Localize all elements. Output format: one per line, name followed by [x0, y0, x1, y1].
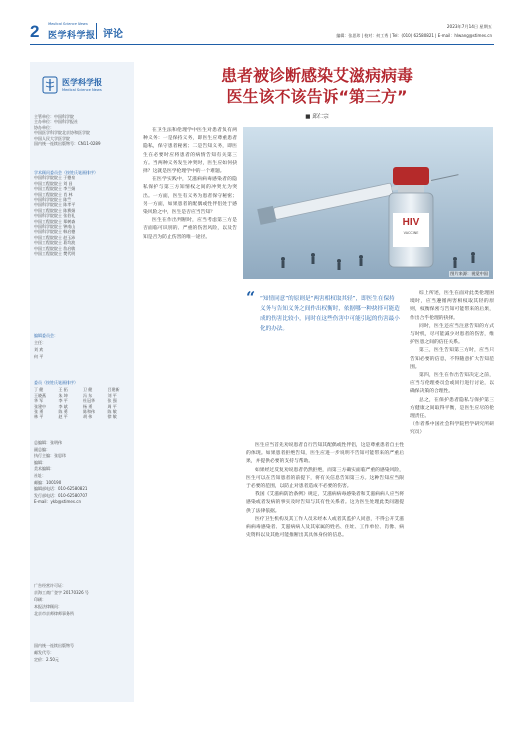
staff-line: 美术编辑：: [34, 466, 54, 472]
sponsor-line: 中国人民大学医学院: [34, 135, 70, 141]
members-grid: [34, 387, 132, 419]
editorial-committee: [34, 332, 132, 360]
member-name: 杜冠华: [83, 398, 95, 404]
paragraph: 在医学实践中，艾滋病病毒感染者的隐私保护与第三方知情权之间的冲突尤为突出。一方面，医生有义务为患者保守秘密；另一方面，如果患者的配偶或性伴侣处于感染风险之中，医生是否应当告知？: [143, 177, 237, 216]
editorial-title: 编辑委员会：: [34, 333, 58, 338]
member-name: 陈 敏: [107, 409, 117, 415]
paragraph: 总之，在保护患者隐私与保护第三方健康之间取得平衡，是医生应尽的伦理责任。: [410, 397, 494, 420]
masthead-rule: [30, 44, 494, 45]
board-member: 中国科学院院士 钟南山: [34, 224, 76, 230]
board-member: 中国工程院院士 詹启敏: [34, 245, 76, 251]
paragraph: 医疗卫生机构及其工作人员未经本人或者其监护人同意，不得公开艾滋病病毒感染者、艾滋病病人及其家属的姓名、住址、工作单位、肖像、病史资料以及其他可能推断出其具体身份的信息。: [246, 516, 404, 539]
editor-info: 编辑：张思玮 | 校对：何工秀 | Tel：(010) 62580821 | E-mail：hlwang@stimes.cn: [336, 33, 492, 38]
quote-mark-icon: “: [246, 288, 256, 307]
member-name: 李 平: [58, 398, 68, 404]
sponsor-line: 中国医学科学院北京协和医学院: [34, 130, 90, 136]
sponsor-line: 国内统一连续出版物号：CN11-0289: [34, 141, 101, 147]
board-member: 中国工程院院士 肖 林: [34, 191, 73, 197]
member-name: 林 平: [34, 414, 44, 420]
advisory-board: [34, 170, 132, 257]
masthead-logo-zh: 医学科学报: [48, 31, 96, 41]
sidebar-logo-zh: 医学科学报: [62, 78, 102, 87]
board-member: 中国工程院院士 葛均波: [34, 240, 76, 246]
staff-block: [34, 440, 132, 506]
staff-line: 发行部电话：010-62580707: [34, 492, 88, 498]
editorial-line: 主任：: [34, 340, 46, 345]
misc-block: [34, 642, 132, 663]
misc-line: 定价：2.50元: [34, 657, 59, 662]
member-name: 冯 东: [83, 392, 93, 398]
sidebar-logo-en: Medical Science News: [62, 88, 102, 92]
staff-line: E-mail：ykb@stimes.cn: [34, 499, 81, 505]
headline: [140, 66, 494, 120]
sponsor-block: [34, 114, 132, 146]
print-line: 京海工商广登字 20170326 号: [34, 590, 89, 595]
member-name: 胡 伟: [83, 414, 93, 420]
member-name: 李 斌: [58, 403, 68, 409]
section-label: 评论: [103, 29, 123, 40]
vial-sublabel: VACCINE: [403, 231, 419, 235]
sponsor-line: 协办单位：: [34, 124, 54, 130]
issue-info: 2023年7月14日 星期五: [446, 24, 492, 29]
member-name: 周 平: [107, 403, 117, 409]
paragraph: 综上所述，医生在面对此类伦理困境时，应当遵循两害相权取其轻的原则，权衡保密与告知可能带来的后果，作出合乎伦理的抉择。: [410, 291, 494, 321]
member-name: 丁 健: [34, 387, 44, 393]
sidebar: [30, 62, 134, 702]
sponsor-line: 主办单位：中国科学报社: [34, 119, 78, 125]
misc-line: 国内统一连续出版物号: [34, 643, 74, 648]
print-line: 本报法律顾问：: [34, 604, 62, 609]
pull-quote: [246, 290, 404, 438]
pull-quote-text: “知情同意”的原则是“两害相权取其轻”，即医生在保持义务与告知义务之间作出权衡时，依据哪一种抉择可能造成的伤害比较小，同时在这些伤害中可能引起的伤害最小化的办法。: [260, 296, 400, 332]
member-name: 刘 平: [107, 392, 117, 398]
article-column-3: [410, 290, 494, 707]
member-name: 朱 坤: [58, 392, 68, 398]
board-title: 学术顾问委员会（按姓氏笔画排序）: [34, 170, 98, 175]
paragraph: 第四，医生在作出告知决定之前，应当与伦理委员会或同行进行讨论，以确保决策的合理性。: [410, 373, 494, 395]
member-name: 陈和伟: [83, 409, 95, 415]
masthead-divider: [96, 23, 97, 39]
headline-line-1: 患者被诊断感染艾滋病病毒: [220, 66, 413, 85]
member-name: 张 勇: [34, 409, 44, 415]
paragraph: 如果经过反复劝说患者仍然拒绝，而第三方确实面临严重的感染风险，医生可以在告知患者的前提下，将有关信息告知第三方。这种告知应当限于必要的范围，以防止对患者造成不必要的伤害。: [246, 467, 404, 490]
headline-line-2: 医生该不该告诉“第三方”: [226, 87, 408, 106]
print-block: [34, 582, 132, 617]
member-name: 陈 勇: [58, 409, 68, 415]
print-line: 北京市京师律师事务所: [34, 611, 74, 616]
vial-label: HIV: [402, 217, 420, 228]
member-name: 华 军: [34, 398, 44, 404]
staff-line: 编辑部电话：010-62580821: [34, 486, 88, 492]
editorial-line: 何 平: [34, 354, 44, 359]
staff-line: 社址：: [34, 472, 46, 478]
member-name: 赵 平: [58, 414, 68, 420]
misc-line: 邮发代号：: [34, 650, 54, 655]
board-member: 中国科学院院士 韩启德: [34, 229, 76, 235]
article-photo: [243, 127, 493, 279]
paragraph: 医生应当首先劝说患者自行告知其配偶或性伴侣，这是尊重患者自主性的体现。如果患者拒绝告知，医生应进一步说明不告知可能带来的严重后果，并提供必要的支持与帮助。: [246, 443, 404, 465]
board-member: 中国科学院院士 张伯礼: [34, 213, 76, 219]
member-name: 徐 敏: [107, 414, 117, 420]
board-member: 中国科学院院士 陈竺: [34, 197, 72, 203]
member-name: 王 拓: [58, 387, 68, 393]
member-name: 王晓燕: [34, 392, 46, 398]
members-title: 委员（按姓氏笔画排序）: [34, 380, 78, 385]
paragraph: 我国《艾滋病防治条例》规定，艾滋病病毒感染者和艾滋病病人应当将感染或者发病的事实及时告知与其有性关系者。这为医生处理此类问题提供了法律依据。: [246, 492, 404, 514]
byline: ■ 邱仁宗: [305, 114, 329, 120]
article-column-1: [143, 127, 237, 707]
sponsor-line: 主管单位：中国科学院: [34, 114, 74, 119]
paragraph: 在卫生法和伦理学中医生对患者负有两种义务：一是保持义务，即医生应尊重患者隐私，保守患者秘密；二是告知义务，即医生在必要时应将患者的病情告知有关第三方。当两种义务发生冲突时，医生应如何抉择？这就是医学伦理学中的一个难题。: [143, 128, 237, 175]
board-member: 中国科学院院士 于德泉: [34, 175, 76, 181]
staff-line: 编辑：: [34, 459, 46, 465]
board-member: 中国工程院院士 赵玉沛: [34, 234, 76, 240]
member-name: 张建中: [34, 403, 46, 409]
staff-line: 执行主编：张思玮: [34, 453, 66, 459]
author-note: （作者系中国社会科学院哲学研究所研究员）: [410, 422, 494, 436]
board-member: 中国科学院院士 陈孝平: [34, 202, 76, 208]
members-section: [34, 380, 132, 420]
editorial-line: 刘 欢: [34, 347, 44, 352]
image-caption: 图片来源：视觉中国: [450, 271, 488, 276]
paragraph: 医生在作出判断时，应当考虑第三方是否面临可识别的、严重的伤害风险，以及告知是否为防止伤害的唯一途径。: [143, 218, 237, 240]
staff-line: 总编辑：张明伟: [34, 440, 62, 445]
board-member: 中国工程院院士 李兰娟: [34, 186, 76, 192]
board-member: 中国工程院院士 郑树森: [34, 218, 76, 224]
sidebar-logo: [42, 76, 126, 98]
member-name: 吕建新: [107, 387, 120, 393]
staff-line: 副总编：: [34, 446, 50, 452]
caduceus-icon: [42, 76, 58, 94]
print-line: 广告经营许可证：: [34, 583, 66, 588]
masthead-logo-en: Medical Science News: [48, 22, 88, 26]
member-name: 杨 勇: [83, 403, 93, 409]
page-number: 2: [30, 22, 40, 41]
print-line: 印刷：: [34, 597, 46, 602]
member-name: 卫 健: [83, 387, 93, 393]
article-column-2: [246, 442, 404, 707]
masthead: [0, 0, 524, 44]
staff-line: 邮编：100190: [34, 479, 62, 485]
board-member: 中国工程院院士 陈赛娟: [34, 207, 76, 213]
board-member: 中国工程院院士 樊代明: [34, 251, 76, 257]
paragraph: 第三，医生告知第三方时，应当只告知必要的信息，不得随意扩大告知范围。: [410, 348, 494, 370]
member-name: 张 强: [107, 398, 117, 404]
board-member: 中国工程院院士 刘 昌: [34, 180, 73, 186]
paragraph: 同时，医生还应当注意告知的方式与时机，尽可能减少对患者的伤害，维护医患之间的信任关系。: [410, 323, 494, 346]
